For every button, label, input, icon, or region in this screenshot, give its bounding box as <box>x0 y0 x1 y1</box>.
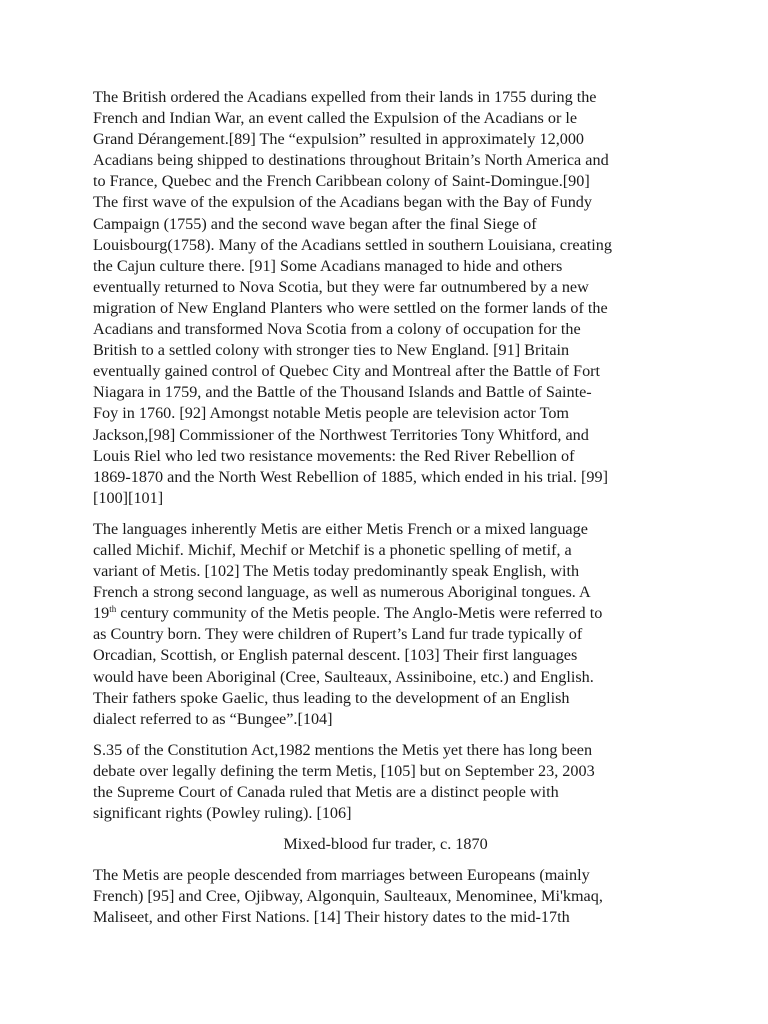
paragraph-metis-languages <box>93 519 678 730</box>
text-line: debate over legally defining the term Metis, [105] but on September 23, 2003 <box>93 761 595 780</box>
text-line: to France, Quebec and the French Caribbean colony of Saint-Domingue.[90] <box>93 172 590 191</box>
text-line: as Country born. They were children of Rupert’s Land fur trade typically of <box>93 625 583 644</box>
line-start: 19 <box>93 604 110 623</box>
text-line: [100][101] <box>93 488 164 507</box>
text-line: would have been Aboriginal (Cree, Saulteaux, Assiniboine, etc.) and English. <box>93 667 594 686</box>
text-line: The Metis are people descended from marriages between Europeans (mainly <box>93 866 590 885</box>
text-line: eventually returned to Nova Scotia, but they were far outnumbered by a new <box>93 277 589 296</box>
text-line: Louisbourg(1758). Many of the Acadians settled in southern Louisiana, creating <box>93 235 612 254</box>
text-line: Niagara in 1759, and the Battle of the Thousand Islands and Battle of Sainte- <box>93 383 592 402</box>
text-line: 1869-1870 and the North West Rebellion of 1885, which ended in his trial. [99] <box>93 467 608 486</box>
text-line: The British ordered the Acadians expelled from their lands in 1755 during the <box>93 88 597 106</box>
text-line: dialect referred to as “Bungee”.[104] <box>93 709 333 728</box>
text-line: significant rights (Powley ruling). [106] <box>93 804 352 823</box>
text-line: Orcadian, Scottish, or English paternal descent. [103] Their first languages <box>93 646 578 665</box>
text-line: called Michif. Michif, Mechif or Metchif is a phonetic spelling of metif, a <box>93 540 572 559</box>
text-line: Acadians being shipped to destinations throughout Britain’s North America and <box>93 151 609 170</box>
text-line: French) [95] and Cree, Ojibway, Algonquin, Saulteaux, Menominee, Mi'kmaq, <box>93 887 603 906</box>
line-rest: century community of the Metis people. The Anglo-Metis were referred to <box>116 604 603 623</box>
text-line: Campaign (1755) and the second wave began after the final Siege of <box>93 214 537 233</box>
text-line: French a strong second language, as well as numerous Aboriginal tongues. A <box>93 583 591 602</box>
text-line: Foy in 1760. [92] Amongst notable Metis people are television actor Tom <box>93 404 570 423</box>
text-line: French and Indian War, an event called the Expulsion of the Acadians or le <box>93 109 578 128</box>
text-line: Maliseet, and other First Nations. [14] Their history dates to the mid-17th <box>93 908 570 927</box>
paragraph-metis-origins <box>93 865 678 928</box>
paragraph-acadian-expulsion <box>93 87 678 509</box>
text-line: Louis Riel who led two resistance movements: the Red River Rebellion of <box>93 446 575 465</box>
text-line: British to a settled colony with stronger ties to New England. [91] Britain <box>93 341 570 360</box>
text-line: Acadians and transformed Nova Scotia from a colony of occupation for the <box>93 320 581 339</box>
text-line-superscript <box>93 603 678 624</box>
text-line: variant of Metis. [102] The Metis today predominantly speak English, with <box>93 562 580 581</box>
image-caption: Mixed-blood fur trader, c. 1870 <box>283 835 488 854</box>
text-line: S.35 of the Constitution Act,1982 mentions the Metis yet there has long been <box>93 740 593 759</box>
ordinal-superscript: th <box>109 604 117 615</box>
text-line: the Cajun culture there. [91] Some Acadians managed to hide and others <box>93 256 563 275</box>
document-page <box>93 87 678 939</box>
text-line: The languages inherently Metis are either Metis French or a mixed language <box>93 519 588 538</box>
text-line: the Supreme Court of Canada ruled that Metis are a distinct people with <box>93 783 559 801</box>
text-line: The first wave of the expulsion of the Acadians began with the Bay of Fundy <box>93 193 592 212</box>
text-line: eventually gained control of Quebec City and Montreal after the Battle of Fort <box>93 362 601 381</box>
text-line: Their fathers spoke Gaelic, thus leading to the development of an English <box>93 688 570 707</box>
paragraph-constitution-act <box>93 740 678 824</box>
text-line: Grand Dérangement.[89] The “expulsion” resulted in approximately 12,000 <box>93 130 585 149</box>
text-line: migration of New England Planters who were settled on the former lands of the <box>93 298 608 317</box>
text-line: Jackson,[98] Commissioner of the Northwest Territories Tony Whitford, and <box>93 425 589 444</box>
